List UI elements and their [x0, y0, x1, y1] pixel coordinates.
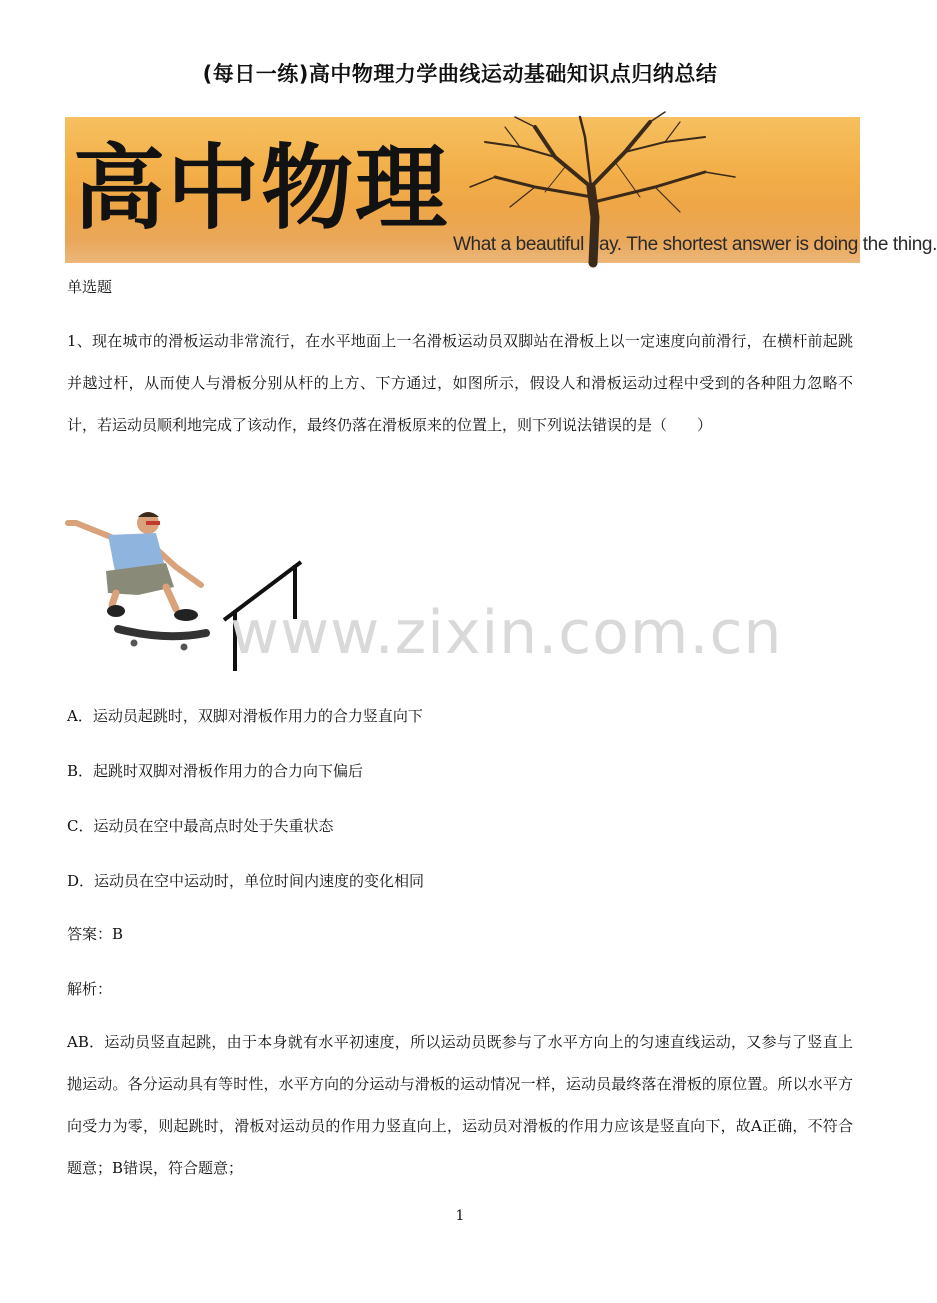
analysis-label: 解析： [67, 980, 113, 998]
option-c: C．运动员在空中最高点时处于失重状态 [67, 817, 334, 835]
option-d: D．运动员在空中运动时，单位时间内速度的变化相同 [67, 872, 425, 890]
watermark: www.zixin.com.cn [230, 598, 783, 668]
banner-heading: 高中物理 [73, 134, 450, 242]
banner-image [65, 117, 937, 263]
page-number: 1 [455, 1208, 465, 1224]
page-title: (每日一练)高中物理力学曲线运动基础知识点归纳总结 [202, 62, 718, 86]
answer: 答案：B [67, 925, 124, 943]
question-text: 1、现在城市的滑板运动非常流行，在水平地面上一名滑板运动员双脚站在滑板上以一定速度向前滑行，在横杆前起跳并越过杆，从而使人与滑板分别从杆的上方、下方通过，如图所示，假设人和滑板运动过程中受到的各种阻力忽略不计，若运动员顺利地完成了该动作，最终仍落在滑板原来的位置上，则下列说法错误的是（ ） [67, 332, 853, 434]
option-b: B．起跳时双脚对滑板作用力的合力向下偏后 [67, 762, 364, 780]
analysis-text: AB．运动员竖直起跳，由于本身就有水平初速度，所以运动员既参与了水平方向上的匀速直线运动，又参与了竖直上抛运动。各分运动具有等时性，水平方向的分运动与滑板的运动情况一样，运动员最终落在滑板的原位置。所以水平方向受力为零，则起跳时，滑板对运动员的作用力竖直向上，运动员对滑板的作用力应该是竖直向下，故A正确，不符合题意；B错误，符合题意； [67, 1033, 853, 1177]
option-a: A．运动员起跳时，双脚对滑板作用力的合力竖直向下 [67, 707, 423, 725]
section-label: 单选题 [67, 278, 113, 296]
banner-slogan: What a beautiful day. The shortest answer is doing the thing. [453, 234, 937, 255]
